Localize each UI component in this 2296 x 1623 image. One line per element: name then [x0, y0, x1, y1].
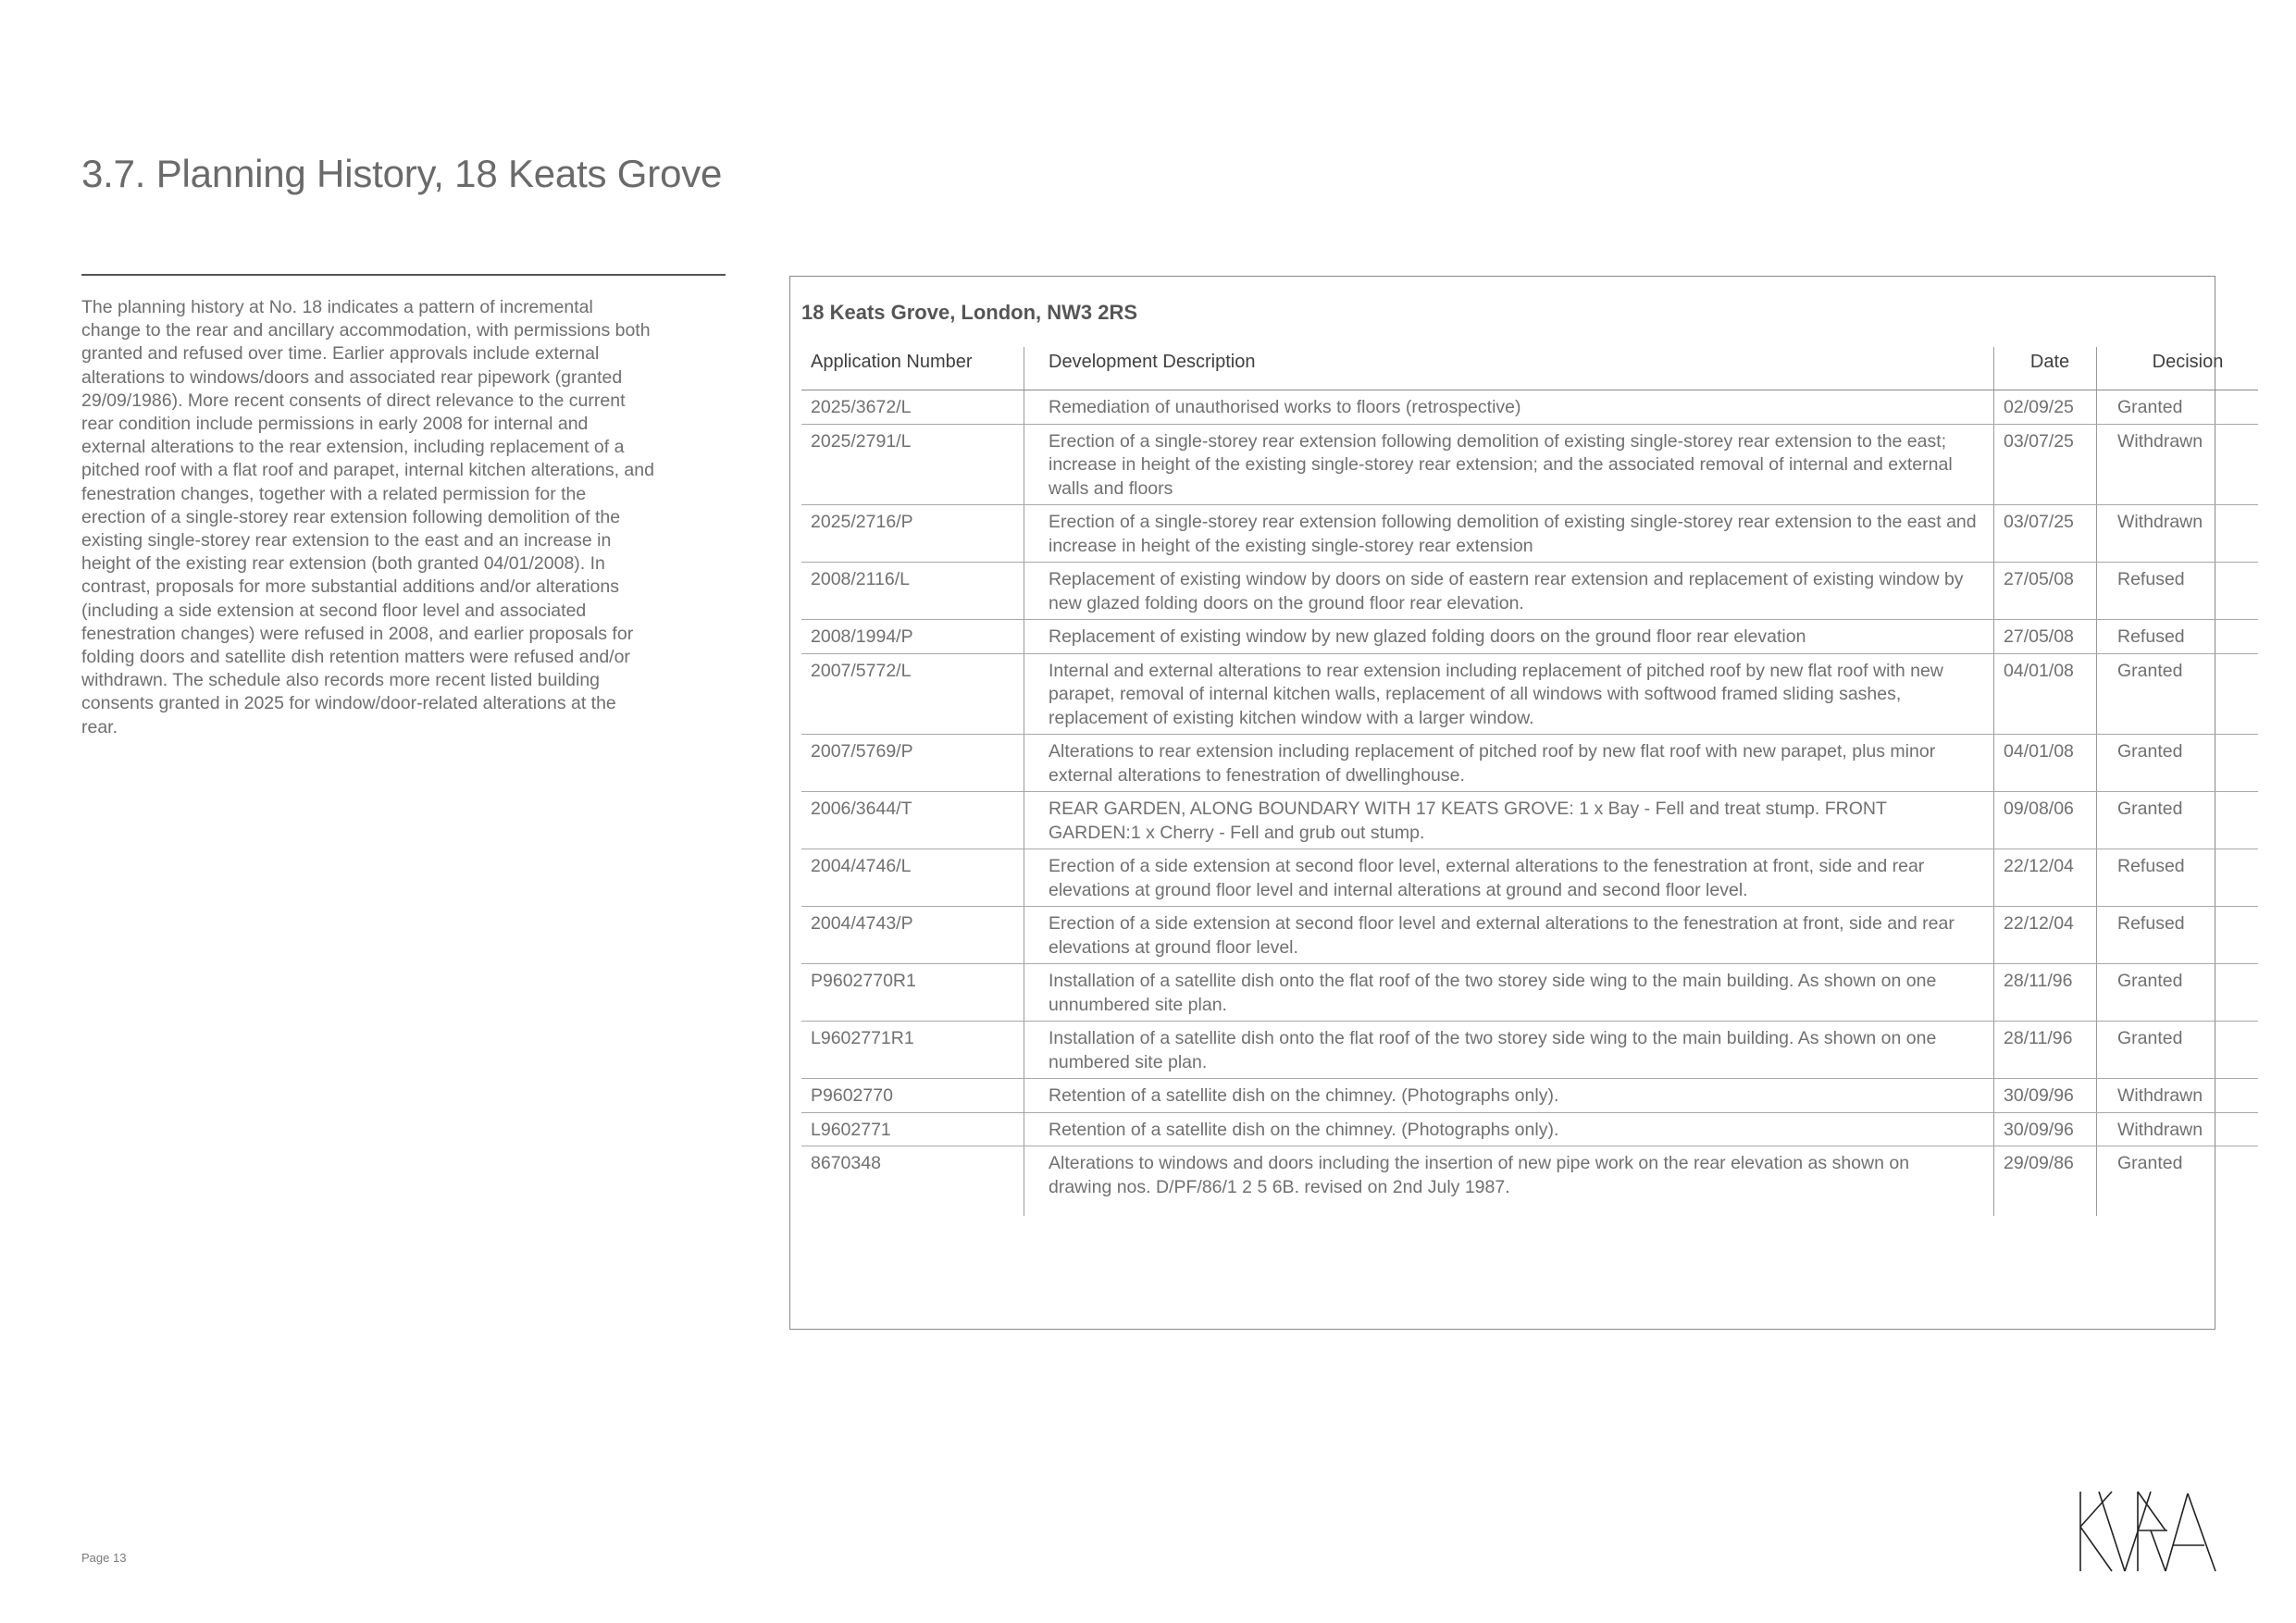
development-description: Erection of a single-storey rear extension following demolition of existing single-storey rear extension to the east and increase in height of the existing single-storey rear extension [1024, 505, 1994, 563]
decision-date: 29/09/86 [1994, 1146, 2097, 1217]
development-description: Erection of a side extension at second floor level and external alterations to the fenestration at front, side and rear elevations at ground floor level. [1024, 907, 1994, 964]
table-row [801, 505, 2258, 563]
application-number: 2008/2116/L [801, 563, 1024, 620]
application-number: 8670348 [811, 1153, 881, 1173]
application-number: 2008/1994/P [801, 620, 1024, 654]
decision-date: 03/07/25 [1994, 424, 2097, 505]
application-number: L9602771 [801, 1112, 1024, 1146]
decision: Granted [2097, 964, 2259, 1022]
development-description: Erection of a single-storey rear extension following demolition of existing single-storey rear extension to the east; increase in height of the existing single-storey rear extension; and the associated removal of internal and external walls and floors [1024, 424, 1994, 505]
decision-date: 28/11/96 [1994, 1022, 2097, 1079]
application-number: P9602770R1 [801, 964, 1024, 1022]
decision: Withdrawn [2097, 505, 2259, 563]
development-description: Remediation of unauthorised works to floors (retrospective) [1024, 390, 1994, 425]
table-header-row [801, 347, 2258, 390]
table-row [801, 735, 2258, 792]
site-address-heading: 18 Keats Grove, London, NW3 2RS [801, 301, 1138, 324]
application-number: L9602771R1 [801, 1022, 1024, 1079]
table-row [801, 390, 2258, 425]
table-row [801, 1112, 2258, 1146]
application-number: 2025/2791/L [801, 424, 1024, 505]
development-description: Replacement of existing window by new glazed folding doors on the ground floor rear elevation [1024, 620, 1994, 654]
development-description: Internal and external alterations to rear extension including replacement of pitched roof by new flat roof with new parapet, removal of internal kitchen walls, replacement of all windows with softwood framed sliding sashes, replacement of existing kitchen window with a larger window. [1024, 653, 1994, 735]
col-header-date: Date [1994, 347, 2097, 390]
decision: Withdrawn [2097, 424, 2259, 505]
development-description: Retention of a satellite dish on the chimney. (Photographs only). [1024, 1079, 1994, 1113]
table-row [801, 424, 2258, 505]
decision: Refused [2097, 849, 2259, 907]
decision: Granted [2097, 1022, 2259, 1079]
development-description: Erection of a side extension at second floor level, external alterations to the fenestration at front, side and rear elevations at ground floor level and internal alterations at ground and second floor level. [1024, 849, 1994, 907]
application-number: 2007/5772/L [801, 653, 1024, 735]
planning-summary: The planning history at No. 18 indicates a pattern of incremental change to the rear and ancillary accommodation, with permissions both granted and refused over time. Earlier approvals include external alterations to windows/doors and associated rear pipework (granted 29/09/1986). More recent consents of direct relevance to the current rear condition include permissions in early 2008 for internal and external alterations to the rear extension, including replacement of a pitched roof with a flat roof and parapet, internal kitchen alterations, and fenestration changes, together with a related permission for the erection of a single-storey rear extension following demolition of the existing single-storey rear extension to the east and an increase in height of the existing rear extension (both granted 04/01/2008). In contrast, proposals for more substantial additions and/or alterations (including a side extension at second floor level and associated fenestration changes) were refused in 2008, and earlier proposals for folding doors and satellite dish retention matters were refused and/or withdrawn. The schedule also records more recent listed building consents granted in 2025 for window/door-related alterations at the rear. [81, 297, 654, 737]
development-description: Replacement of existing window by doors on side of eastern rear extension and replacement of existing window by new glazed folding doors on the ground floor rear elevation. [1024, 563, 1994, 620]
decision-date: 22/12/04 [1994, 849, 2097, 907]
decision: Granted [2097, 390, 2259, 425]
table-row [801, 907, 2258, 964]
decision-date: 22/12/04 [1994, 907, 2097, 964]
application-number: 2004/4743/P [801, 907, 1024, 964]
development-description: Alterations to rear extension including replacement of pitched roof by new flat roof with new parapet, plus minor external alterations to fenestration of dwellinghouse. [1024, 735, 1994, 792]
table-row [801, 792, 2258, 849]
col-header-decision: Decision [2097, 347, 2259, 390]
page-number: Page 13 [81, 1551, 127, 1565]
decision-date: 27/05/08 [1994, 620, 2097, 654]
table-body [801, 390, 2258, 1217]
table-row [801, 849, 2258, 907]
application-number: 2007/5769/P [801, 735, 1024, 792]
decision-date: 30/09/96 [1994, 1079, 2097, 1113]
decision: Refused [2097, 907, 2259, 964]
decision: Refused [2097, 563, 2259, 620]
kvra-monogram-logo [2077, 1490, 2217, 1573]
application-number: 2006/3644/T [801, 792, 1024, 849]
development-description: Alterations to windows and doors including the insertion of new pipe work on the rear elevation as shown on drawing nos. D/PF/86/1 2 5 6B. revised on 2nd July 1987. [1024, 1146, 1994, 1217]
table-row [801, 653, 2258, 735]
application-number: 2025/2716/P [801, 505, 1024, 563]
decision: Granted [2097, 1146, 2259, 1217]
decision-date: 02/09/25 [1994, 390, 2097, 425]
decision: Granted [2097, 653, 2259, 735]
development-description: Installation of a satellite dish onto the flat roof of the two storey side wing to the main building. As shown on one numbered site plan. [1024, 1022, 1994, 1079]
table-row [801, 1146, 2258, 1217]
table-row [801, 1022, 2258, 1079]
planning-history-table [801, 347, 2258, 1216]
application-number: P9602770 [801, 1079, 1024, 1113]
development-description: Installation of a satellite dish onto the flat roof of the two storey side wing to the main building. As shown on one unnumbered site plan. [1024, 964, 1994, 1022]
decision: Granted [2097, 792, 2259, 849]
development-description: REAR GARDEN, ALONG BOUNDARY WITH 17 KEATS GROVE: 1 x Bay - Fell and treat stump. FRONT GARDEN:1 x Cherry - Fell and grub out stump. [1024, 792, 1994, 849]
decision-date: 28/11/96 [1994, 964, 2097, 1022]
development-description: Retention of a satellite dish on the chimney. (Photographs only). [1024, 1112, 1994, 1146]
decision: Granted [2097, 735, 2259, 792]
decision: Withdrawn [2097, 1079, 2259, 1113]
decision-date: 09/08/06 [1994, 792, 2097, 849]
title-divider [81, 274, 726, 276]
table-row [801, 620, 2258, 654]
decision-date: 04/01/08 [1994, 735, 2097, 792]
table-row [801, 964, 2258, 1022]
decision: Refused [2097, 620, 2259, 654]
table-row [801, 1079, 2258, 1113]
application-number: 2025/3672/L [801, 390, 1024, 425]
decision-date: 04/01/08 [1994, 653, 2097, 735]
decision-date: 30/09/96 [1994, 1112, 2097, 1146]
col-header-application-number: Application Number [801, 347, 1024, 390]
planning-history-panel [789, 276, 2224, 1330]
decision: Withdrawn [2097, 1112, 2259, 1146]
col-header-description: Development Description [1024, 347, 1994, 390]
page-title: 3.7. Planning History, 18 Keats Grove [81, 152, 723, 195]
decision-date: 27/05/08 [1994, 563, 2097, 620]
decision-date: 03/07/25 [1994, 505, 2097, 563]
table-row [801, 563, 2258, 620]
application-number: 2004/4746/L [801, 849, 1024, 907]
